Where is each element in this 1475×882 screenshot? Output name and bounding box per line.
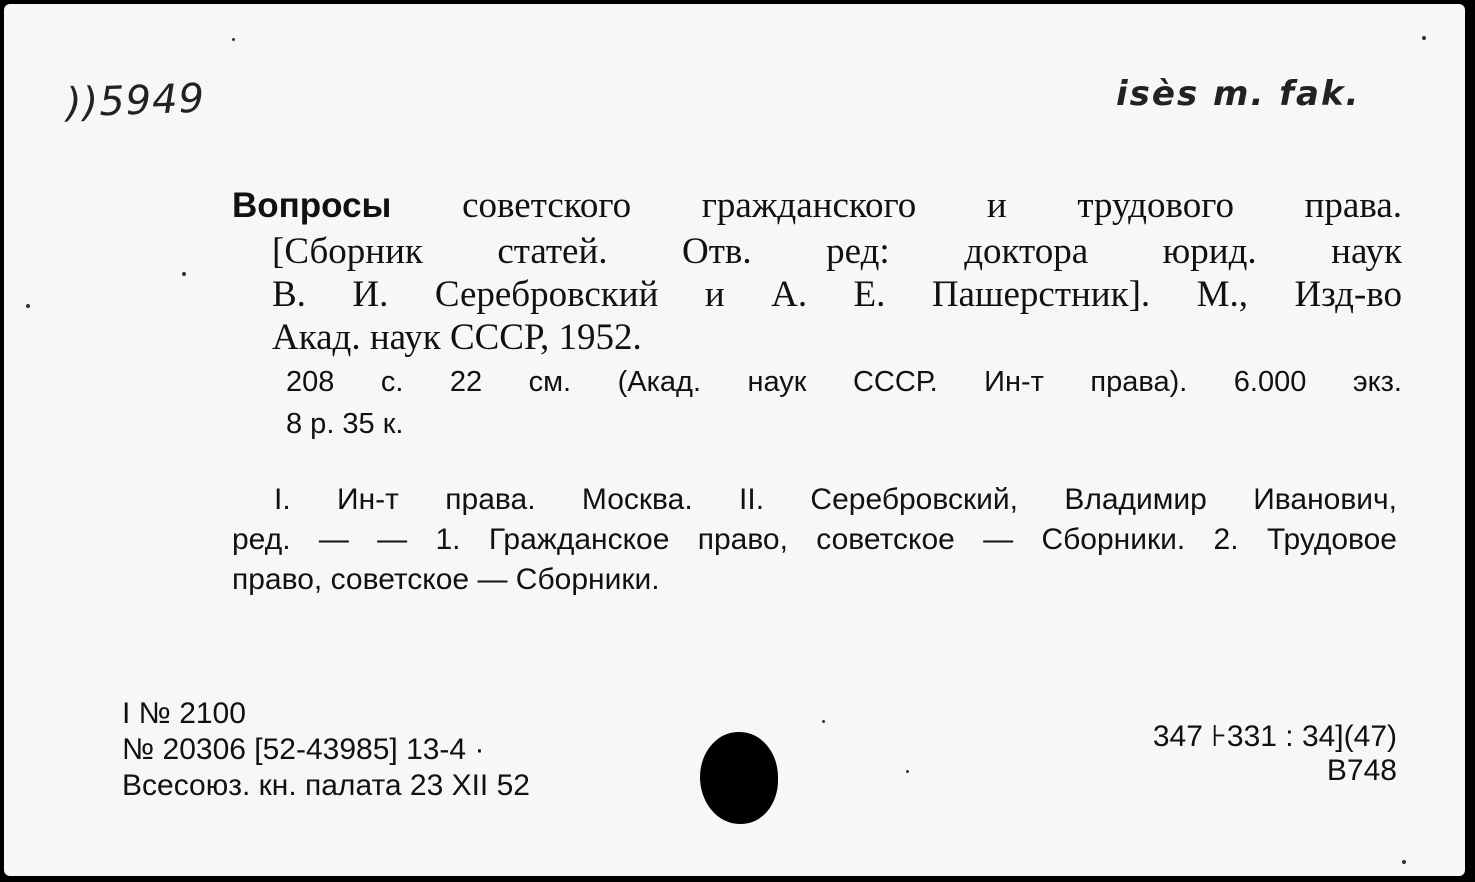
handwritten-location: isès m. fak. [1116,74,1361,114]
speck [1402,860,1406,864]
entry-title [232,182,1402,230]
speck [182,272,186,276]
tracing-line: право, советское — Сборники. [232,563,660,596]
speck [1422,36,1426,40]
speck [822,720,825,723]
classification-number: 347 ⊦331 : 34](47) [1152,720,1397,753]
registration-line: № 20306 [52-43985] 13-4 · [122,733,485,766]
entry-line: В. И. Серебровский и А. Е. Пашерстник]. М., Изд-во [272,274,1402,315]
call-number: B748 [1326,754,1397,787]
collation-line: 208 с. 22 см. (Акад. наук СССР. Ин-т права). 6.000 экз. [286,366,1402,398]
subject-tracings [232,480,1397,600]
entry-line: Акад. наук СССР, 1952. [272,317,642,358]
classification-block [1153,720,1397,788]
catalog-card [4,4,1465,876]
tracing-line: I. Ин-т права. Москва. II. Серебровский, Владимир Иванович, [274,483,1397,516]
handwritten-number: ))5949 [65,75,206,127]
title-rest: советского гражданского и трудового права. [391,185,1402,226]
tracing-line: ред. — — 1. Гражданское право, советское — Сборники. 2. Трудовое [232,523,1397,556]
entry-line: [Сборник статей. Отв. ред: доктора юрид. наук [272,231,1402,272]
bibliographic-entry [232,182,1402,443]
speck [26,304,30,308]
registration-line: I № 2100 [122,697,246,730]
punch-hole [700,732,778,824]
speck [906,770,909,773]
registration-block [122,696,530,804]
title-lead-word: Вопросы [232,186,392,225]
registration-line: Всесоюз. кн. палата 23 XII 52 [122,769,530,802]
speck [232,38,235,41]
collation-line: 8 р. 35 к. [286,408,404,440]
